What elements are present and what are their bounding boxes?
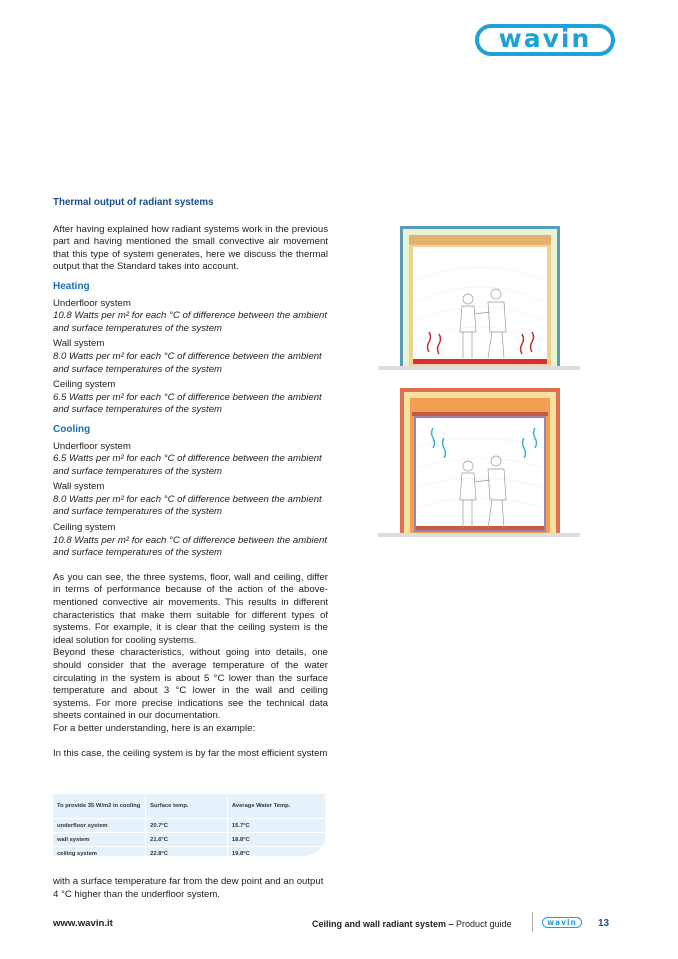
cooling-room-illustration [378, 388, 580, 538]
system-desc: 8.0 Watts per m² for each °C of difference between the ambient and surface temperatures of the system [53, 493, 322, 518]
system-name: Underfloor system [53, 440, 131, 452]
system-name: Wall system [53, 338, 105, 350]
table-cell: 21.6°C [146, 833, 228, 847]
wavin-logo: wavin [475, 24, 615, 56]
table-row [53, 833, 326, 847]
table-cell: wall system [53, 833, 146, 847]
cooling-heading: Cooling [53, 423, 91, 435]
cooling-underfloor [53, 441, 328, 479]
table-cell: underfloor system [53, 819, 146, 833]
table-cell: ceiling system [53, 847, 146, 861]
system-name: Underfloor system [53, 297, 131, 309]
section-title: Thermal output of radiant systems [53, 197, 214, 208]
table-row [53, 847, 326, 861]
system-name: Ceiling system [53, 522, 116, 534]
system-name: Wall system [53, 481, 105, 493]
table-cell: 22.8°C [146, 847, 228, 861]
body-paragraph-4: In this case, the ceiling system is by far the most efficient system [53, 747, 328, 759]
main-text-column [53, 197, 328, 760]
footer-wavin-logo: wavin [542, 917, 582, 928]
footer-url[interactable]: www.wavin.it [53, 918, 113, 929]
page-number: 13 [598, 918, 610, 929]
table-row [53, 819, 326, 833]
table-header-row [53, 794, 326, 819]
table-cell: 18.8°C [227, 833, 325, 847]
heating-wall [53, 338, 328, 376]
heating-ceiling [53, 379, 328, 417]
closing-paragraph: with a surface temperature far from the dew point and an output 4 °C higher than the underfloor system. [53, 876, 324, 900]
heating-room-illustration [378, 222, 580, 378]
cooling-ceiling [53, 522, 328, 560]
table-cell: 20.7°C [146, 819, 228, 833]
cooling-wall [53, 481, 328, 519]
table-header: To provide 35 W/m2 in cooling [53, 794, 146, 819]
system-desc: 10.8 Watts per m² for each °C of difference between the ambient and surface temperatures of the system [53, 310, 328, 334]
table-cell: 15.7°C [227, 819, 325, 833]
system-desc: 8.0 Watts per m² for each °C of difference between the ambient and surface temperatures of the system [53, 350, 322, 375]
system-desc: 10.8 Watts per m² for each °C of difference between the ambient and surface temperatures of the system [53, 534, 328, 559]
table-header: Average Water Temp. [227, 794, 325, 819]
intro-paragraph: After having explained how radiant systems work in the previous part and having mentioned the small convective air movement that this type of system generates, here we discuss the thermal output that the Standard takes into account. [53, 223, 328, 273]
system-desc: 6.5 Watts per m² for each °C of difference between the ambient and surface temperatures of the system [53, 453, 322, 477]
heating-heading: Heating [53, 280, 90, 292]
table-cell: 19.8°C [227, 847, 325, 861]
cooling-comparison-table [53, 794, 326, 856]
system-desc: 6.5 Watts per m² for each °C of difference between the ambient and surface temperatures of the system [53, 391, 322, 416]
body-paragraph-3: For a better understanding, here is an example: [53, 722, 256, 734]
body-paragraph-2: Beyond these characteristics, without going into details, one should consider that the average temperature of the water circulating in the system is about 5 °C lower than the surface temperature and about 3 °C lower in the wall and ceiling systems. For more precise indications see the technical data sheets contained in our documentation. [53, 647, 328, 722]
footer-title: Ceiling and wall radiant system – Product guide [312, 919, 512, 929]
system-name: Ceiling system [53, 379, 116, 391]
footer-divider [532, 912, 533, 932]
table-header: Surface temp. [146, 794, 228, 819]
body-paragraph-1: As you can see, the three systems, floor, wall and ceiling, differ in terms of performance because of the action of the above-mentioned convective air movements. This results in different characteristics that make them suitable for different types of systems. For example, it is clear that the ceiling system is the ideal solution for cooling systems. [53, 571, 328, 646]
heating-underfloor [53, 298, 328, 336]
